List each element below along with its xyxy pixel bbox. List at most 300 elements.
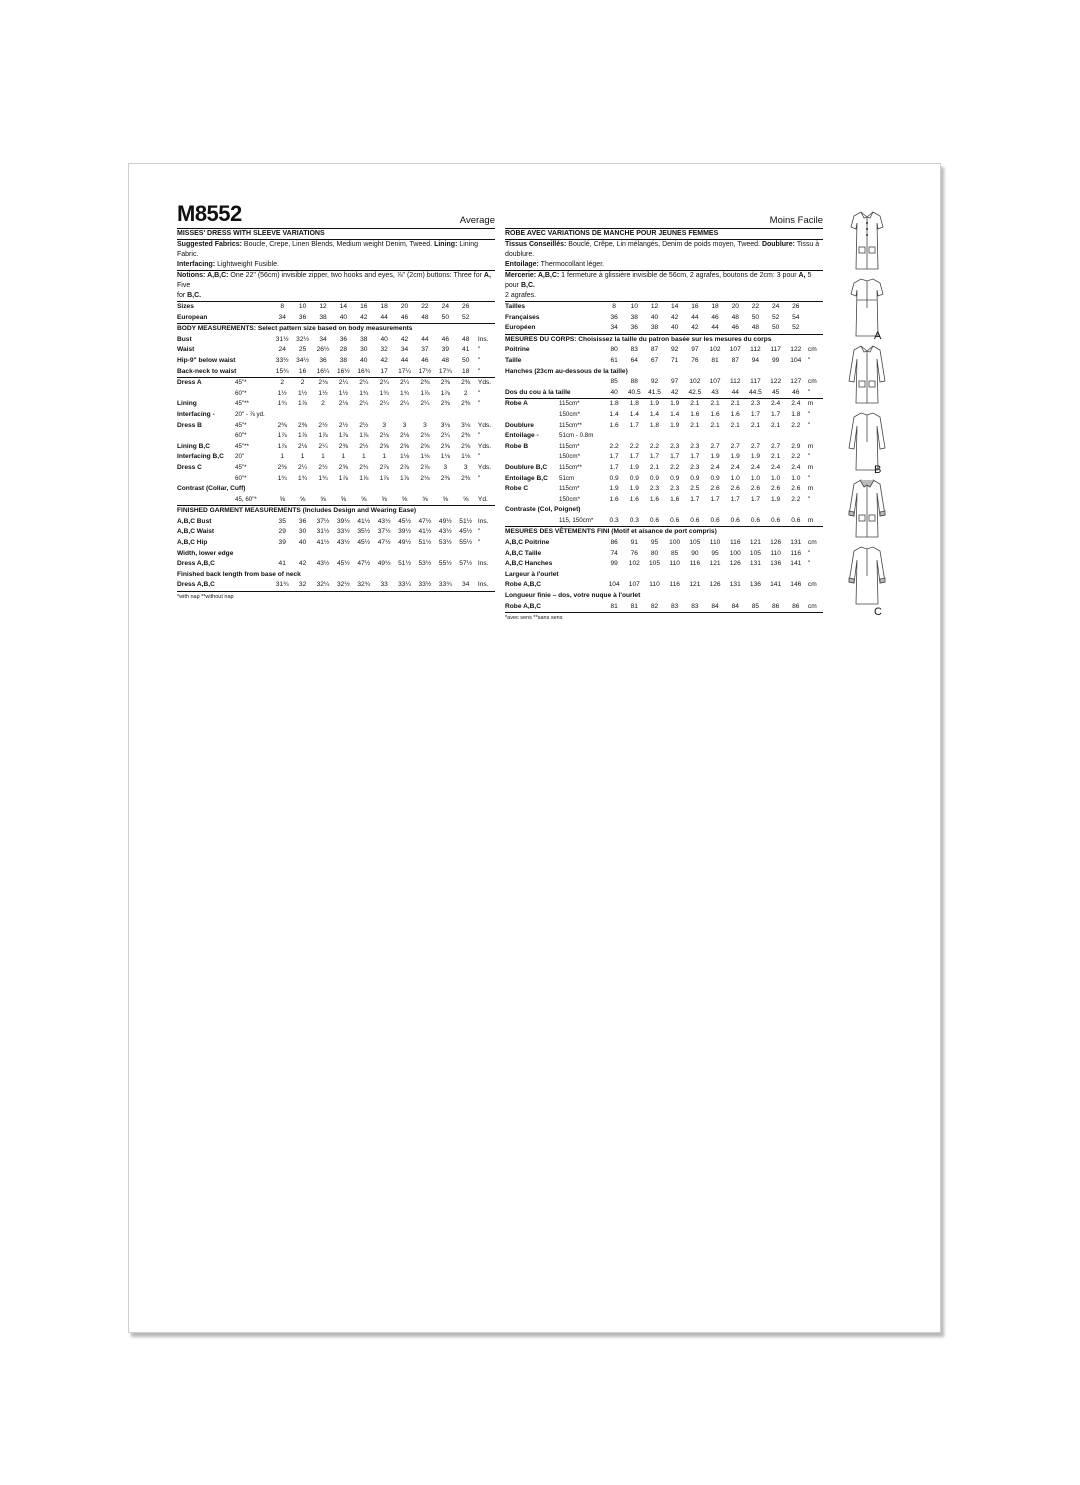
- pattern-title-fr: ROBE AVEC VARIATIONS DE MANCHE POUR JEUNES FEMMES: [505, 229, 823, 240]
- value-cell: 1⅞: [298, 400, 308, 408]
- value-cell: 41½: [418, 528, 432, 536]
- value-cell: 0.6: [670, 516, 680, 524]
- value-cell: 49½: [438, 517, 452, 525]
- value-cell: 26½: [316, 346, 330, 354]
- value-cell: 33¼: [398, 581, 411, 589]
- value-cell: 40: [380, 335, 388, 343]
- value-cell: 131: [749, 560, 761, 568]
- value-cell: 92: [650, 378, 659, 386]
- value-cell: 2.1: [771, 453, 781, 461]
- value-cell: 92: [671, 346, 679, 354]
- value-cell: 1¾: [277, 474, 287, 482]
- value-cell: 1.9: [609, 485, 619, 493]
- table-row: [177, 495, 495, 506]
- row-label: [505, 377, 604, 388]
- value-cell: [374, 410, 394, 421]
- value-cell: 52: [462, 313, 470, 321]
- lining-text: Lining Fabric.: [177, 241, 479, 258]
- value-cell: 34: [319, 335, 327, 343]
- value-cell: 32¼: [316, 581, 330, 589]
- value-cell: 0.9: [690, 474, 700, 482]
- value-cell: 2.1: [710, 421, 720, 429]
- value-cell: 131: [790, 539, 802, 547]
- value-cell: 2⅞: [420, 463, 430, 471]
- value-cell: ⅝: [462, 495, 469, 503]
- value-cell: 1¾: [399, 389, 410, 397]
- value-cell: 16: [298, 367, 307, 375]
- value-cell: 20: [400, 303, 409, 310]
- finished-measurements-heading: [505, 527, 823, 538]
- value-cell: 16½: [336, 367, 350, 375]
- value-cell: 1⅞: [379, 474, 389, 482]
- value-cell: 2⅜: [461, 400, 471, 408]
- value-cell: 112: [729, 378, 741, 386]
- table-row: [505, 602, 823, 613]
- value-cell: 35: [278, 517, 286, 525]
- value-cell: [394, 410, 414, 421]
- fabrics-text: Boucle, Crepe, Linen Blends, Medium weight Denim, Tweed.: [243, 241, 433, 248]
- value-cell: 2.6: [771, 485, 781, 493]
- value-cell: 2½: [359, 442, 369, 450]
- value-cell: 38: [630, 313, 638, 321]
- value-cell: 3: [463, 463, 468, 471]
- value-cell: 51½: [459, 517, 473, 525]
- value-cell: 2⅜: [277, 463, 287, 471]
- fabrics-label-fr: Tissus Conseillés:: [505, 241, 567, 248]
- unit-cell: ": [477, 400, 481, 408]
- value-cell: 1¾: [277, 400, 287, 408]
- value-cell: 1.7: [710, 495, 720, 503]
- fabric-width: 115cm**: [559, 463, 582, 471]
- value-cell: 1⅞: [298, 432, 308, 440]
- fabric-width: 45"*: [235, 379, 247, 387]
- value-cell: 122: [770, 378, 782, 386]
- notions-label-fr: Mercerie: A,B,C:: [505, 272, 560, 279]
- value-cell: 0.3: [609, 516, 619, 524]
- value-cell: 87: [731, 356, 739, 364]
- value-cell: 2⅝: [461, 442, 471, 450]
- row-label: A,B,C Hanches: [505, 560, 553, 568]
- row-label: European: [177, 313, 208, 321]
- value-cell: 40: [650, 313, 659, 321]
- value-cell: 36: [610, 313, 618, 321]
- table-row: [177, 442, 495, 453]
- row-label: Poitrine: [505, 346, 530, 354]
- table-row: [505, 442, 823, 453]
- finished-measurements-table: [177, 506, 495, 592]
- value-cell: 57½: [459, 560, 473, 568]
- value-cell: 2.4: [791, 463, 801, 471]
- value-cell: 48: [421, 313, 429, 321]
- value-cell: 1: [300, 453, 305, 461]
- yardage-table: [177, 378, 495, 506]
- value-cell: 51½: [398, 560, 411, 568]
- value-cell: 2.6: [730, 485, 740, 493]
- table-row: [177, 410, 495, 421]
- value-cell: 2.4: [791, 400, 801, 408]
- value-cell: 0.6: [730, 516, 740, 524]
- row-label: Dos du cou à la taille: [505, 388, 571, 396]
- value-cell: ⅝: [299, 495, 306, 503]
- value-cell: 2.9: [791, 442, 801, 450]
- value-cell: 99: [771, 356, 780, 364]
- table-row: [177, 549, 495, 560]
- value-cell: 16¼: [316, 367, 330, 375]
- value-cell: 44: [380, 313, 388, 321]
- value-cell: 2.3: [690, 442, 700, 450]
- value-cell: 86: [610, 539, 618, 547]
- value-cell: 102: [628, 560, 640, 568]
- row-label: Tailles: [505, 303, 526, 310]
- value-cell: 107: [628, 581, 640, 589]
- value-cell: 117: [770, 346, 781, 354]
- value-cell: 1.7: [629, 421, 639, 429]
- value-cell: 2: [280, 379, 285, 387]
- row-label: Dress A,B,C: [177, 560, 215, 568]
- table-row: [177, 399, 495, 410]
- value-cell: 1.7: [690, 453, 700, 461]
- value-cell: 34: [278, 313, 286, 321]
- table-row: [505, 591, 823, 602]
- value-cell: 17¼: [398, 367, 411, 375]
- fabrics-text-fr: Bouclé, Crêpe, Lin mélangés, Denim de poids moyen, Tweed.: [568, 241, 760, 248]
- table-row: [505, 516, 823, 527]
- value-cell: [644, 431, 664, 442]
- value-cell: 61: [610, 356, 618, 364]
- value-cell: 0.9: [670, 474, 680, 482]
- value-cell: 17¾: [438, 367, 452, 375]
- notions-label: Notions: A,B,C:: [177, 272, 229, 279]
- sizes-table-fr: [505, 302, 823, 334]
- value-cell: 41½: [357, 517, 371, 525]
- value-cell: 136: [749, 581, 761, 589]
- unit-cell: cm: [807, 378, 817, 386]
- value-cell: 1⅞: [359, 432, 369, 440]
- table-row: [177, 356, 495, 367]
- value-cell: 2¼: [298, 463, 308, 471]
- value-cell: 97: [691, 346, 699, 354]
- value-cell: 126: [729, 560, 741, 568]
- value-cell: 45½: [459, 528, 473, 536]
- fabric-width: 45"**: [235, 442, 249, 450]
- value-cell: 42: [671, 388, 679, 396]
- value-cell: 48: [441, 356, 449, 364]
- value-cell: 116: [729, 539, 741, 547]
- value-cell: 43½: [336, 539, 350, 547]
- value-cell: 46: [711, 313, 719, 321]
- difficulty-level-fr: Moins Facile: [769, 215, 823, 226]
- table-row: [505, 377, 823, 388]
- value-cell: 2.2: [629, 442, 639, 450]
- value-cell: 1.8: [649, 421, 660, 429]
- value-cell: 2½: [359, 421, 369, 429]
- dress-back-icon: [847, 276, 887, 338]
- value-cell: 53½: [418, 560, 432, 568]
- notions-five: Five: [177, 282, 191, 289]
- value-cell: 1.9: [629, 463, 639, 471]
- value-cell: 14: [671, 303, 679, 310]
- table-row: [505, 474, 823, 485]
- value-cell: 38: [319, 313, 327, 321]
- value-cell: 41.5: [648, 388, 661, 396]
- row-label: Robe A: [505, 400, 528, 408]
- value-cell: 48: [751, 324, 760, 332]
- value-cell: ⅝: [320, 495, 326, 503]
- row-label: Dress A,B,C: [177, 581, 215, 589]
- value-cell: 0.6: [791, 516, 801, 524]
- table-row: [505, 313, 823, 324]
- value-cell: 40: [360, 356, 368, 364]
- value-cell: 2.3: [649, 485, 660, 493]
- body-measurements-table: [177, 324, 495, 378]
- footnote: *with nap **without nap: [177, 594, 234, 601]
- value-cell: 1⅞: [277, 432, 287, 440]
- value-cell: 39: [441, 346, 449, 354]
- unit-cell: ": [477, 389, 481, 397]
- value-cell: 1: [280, 453, 285, 461]
- value-cell: 46: [400, 313, 409, 321]
- notions-text-fr: 1 fermeture à glissière invisible de 56cm, 2 agrafes, boutons de 2cm: 3 pour: [561, 272, 797, 279]
- value-cell: 34: [400, 346, 409, 354]
- unit-cell: [476, 302, 495, 313]
- pattern-title: MISSES' DRESS WITH SLEEVE VARIATIONS: [177, 229, 495, 240]
- english-chart: [177, 302, 495, 592]
- value-cell: 2.6: [750, 485, 761, 493]
- value-cell: 48: [731, 313, 739, 321]
- notions-for: for: [177, 292, 186, 299]
- row-label: Robe A,B,C: [505, 602, 542, 610]
- value-cell: 1.8: [609, 400, 619, 408]
- value-cell: 1⅞: [338, 432, 348, 440]
- value-cell: 107: [709, 378, 721, 386]
- value-cell: 2.1: [750, 421, 761, 429]
- value-cell: 2.4: [710, 463, 720, 471]
- value-cell: 136: [770, 560, 782, 568]
- value-cell: 37: [421, 346, 429, 354]
- row-label: Largeur à l'ourlet: [505, 570, 559, 578]
- value-cell: 22: [751, 303, 760, 310]
- value-cell: 105: [689, 539, 701, 547]
- value-cell: 121: [749, 539, 761, 547]
- notions-view-a: A,: [483, 272, 491, 279]
- value-cell: 76: [691, 356, 699, 364]
- value-cell: ⅝: [279, 495, 285, 503]
- value-cell: [604, 431, 624, 442]
- table-row: [177, 570, 495, 581]
- row-label: Robe C: [505, 485, 529, 493]
- row-label: Lining: [177, 400, 197, 408]
- row-label: Taille: [505, 356, 522, 364]
- value-cell: 83: [630, 346, 638, 354]
- value-cell: 2.4: [771, 463, 781, 471]
- value-cell: 2.3: [670, 442, 680, 450]
- value-cell: 33½: [336, 528, 350, 536]
- value-cell: 1.4: [649, 410, 660, 418]
- value-cell: 0.6: [771, 516, 781, 524]
- row-label: Contrast (Collar, Cuff): [177, 485, 246, 493]
- value-cell: [745, 431, 765, 442]
- value-cell: 1.9: [710, 453, 720, 461]
- unit-cell: ": [807, 474, 811, 482]
- value-cell: 2.1: [690, 421, 700, 429]
- fabric-width: 115, 150cm*: [559, 516, 594, 524]
- value-cell: 15¾: [275, 367, 289, 375]
- value-cell: 102: [689, 378, 701, 386]
- value-cell: 83: [691, 602, 699, 610]
- table-row: [505, 463, 823, 474]
- value-cell: 116: [689, 560, 701, 568]
- value-cell: 1.7: [609, 463, 619, 471]
- unit-cell: cm: [807, 539, 817, 547]
- value-cell: 146: [790, 581, 802, 589]
- row-label: Hip-9" below waist: [177, 356, 236, 364]
- table-row: [505, 388, 823, 399]
- body-measurements-table-fr: [505, 334, 823, 399]
- value-cell: [354, 410, 374, 421]
- table-row: [505, 484, 823, 495]
- value-cell: 2.4: [730, 463, 740, 471]
- unit-cell: m: [807, 516, 814, 524]
- value-cell: 87: [650, 346, 659, 354]
- finished-measurements-heading: [177, 506, 495, 517]
- value-cell: 47½: [377, 539, 391, 547]
- value-cell: ⅝: [442, 495, 449, 503]
- fabric-width: 115cm*: [559, 400, 580, 408]
- value-cell: 141: [790, 560, 802, 568]
- value-cell: 1.9: [771, 495, 781, 503]
- value-cell: 45½: [398, 517, 411, 525]
- value-cell: 43½: [377, 517, 391, 525]
- value-cell: 1.6: [609, 421, 619, 429]
- value-cell: 2.1: [649, 463, 660, 471]
- value-cell: 1.7: [690, 495, 700, 503]
- value-cell: 38: [650, 324, 659, 332]
- table-row: [505, 356, 823, 367]
- value-cell: 1.7: [730, 495, 740, 503]
- value-cell: 2.2: [670, 463, 680, 471]
- value-cell: 31½: [316, 528, 330, 536]
- value-cell: 36: [630, 324, 638, 332]
- notions-view-a-fr: A,: [798, 272, 806, 279]
- view-b-front-sketch: [847, 343, 937, 406]
- value-cell: 105: [648, 560, 660, 568]
- value-cell: ⅝: [340, 495, 347, 503]
- unit-cell: ": [477, 539, 481, 547]
- value-cell: 38: [339, 356, 348, 364]
- row-label: [505, 452, 559, 463]
- unit-cell: [806, 431, 823, 442]
- row-label: [505, 516, 559, 527]
- row-label: A,B,C Hip: [177, 539, 208, 547]
- footnote-fr: *avec sens **sans sens: [505, 615, 563, 622]
- value-cell: 2.3: [670, 485, 680, 493]
- value-cell: 80: [650, 549, 659, 557]
- value-cell: 54: [792, 313, 800, 321]
- value-cell: 81: [610, 602, 618, 610]
- value-cell: 24: [771, 303, 780, 310]
- value-cell: 43: [711, 388, 719, 396]
- value-cell: 29: [278, 528, 286, 536]
- value-cell: 127: [790, 378, 802, 386]
- value-cell: 42: [691, 324, 699, 332]
- table-row: [505, 431, 823, 442]
- value-cell: [313, 410, 333, 421]
- row-label: [505, 495, 559, 506]
- value-cell: 2⅜: [440, 400, 450, 408]
- value-cell: 2.2: [791, 453, 801, 461]
- value-cell: 110: [669, 560, 680, 568]
- value-cell: 1.9: [750, 453, 761, 461]
- value-cell: 2.6: [710, 485, 720, 493]
- row-label: Dress C: [177, 463, 202, 471]
- value-cell: 2⅛: [399, 432, 410, 440]
- fabric-width: 45"*: [235, 421, 247, 429]
- value-cell: [685, 431, 705, 442]
- value-cell: 43½: [316, 560, 330, 568]
- value-cell: 2¼: [359, 400, 369, 408]
- value-cell: 52: [792, 324, 800, 332]
- value-cell: 112: [750, 346, 761, 354]
- table-row: [177, 474, 495, 485]
- row-label: Lining B,C: [177, 442, 210, 450]
- value-cell: 2.7: [771, 442, 781, 450]
- value-cell: 1.0: [730, 474, 740, 482]
- value-cell: 44: [421, 335, 429, 343]
- value-cell: 18: [711, 303, 719, 310]
- value-cell: 107: [729, 346, 741, 354]
- value-cell: 1¾: [318, 474, 328, 482]
- notions-block: [177, 271, 495, 302]
- value-cell: 2.1: [771, 421, 781, 429]
- french-header: [505, 204, 823, 229]
- table-row: [505, 495, 823, 506]
- value-cell: 3⅛: [461, 421, 471, 429]
- value-cell: 3⅛: [440, 421, 450, 429]
- table-row: [505, 302, 823, 313]
- value-cell: 1.4: [629, 410, 639, 418]
- lining-text-fr: Tissu à doublure.: [505, 241, 820, 258]
- value-cell: 30: [298, 528, 307, 536]
- unit-cell: m: [807, 463, 814, 471]
- table-row: [505, 580, 823, 591]
- view-c-label: C: [874, 606, 882, 618]
- table-row: [505, 452, 823, 463]
- value-cell: 50: [462, 356, 470, 364]
- value-cell: 1⅛: [399, 453, 410, 461]
- value-cell: 46: [731, 324, 739, 332]
- value-cell: 1⅞: [420, 389, 430, 397]
- value-cell: 1.0: [750, 474, 761, 482]
- value-cell: [665, 431, 685, 442]
- unit-cell: ": [477, 474, 481, 482]
- view-a-label: A: [874, 330, 882, 342]
- value-cell: 0.9: [649, 474, 660, 482]
- value-cell: 116: [669, 581, 680, 589]
- value-cell: 32: [380, 346, 388, 354]
- value-cell: 1.4: [670, 410, 680, 418]
- value-cell: 2¼: [420, 400, 430, 408]
- value-cell: 26: [462, 303, 470, 310]
- value-cell: 1⅞: [318, 432, 328, 440]
- value-cell: 2⅛: [420, 432, 430, 440]
- value-cell: 2⅝: [399, 442, 410, 450]
- view-a-back-sketch: [847, 276, 937, 339]
- table-row: [177, 378, 495, 389]
- value-cell: 43½: [438, 528, 452, 536]
- row-label: Finished back length from base of neck: [177, 570, 301, 578]
- value-cell: 2⅝: [440, 442, 450, 450]
- unit-cell: ": [477, 356, 481, 364]
